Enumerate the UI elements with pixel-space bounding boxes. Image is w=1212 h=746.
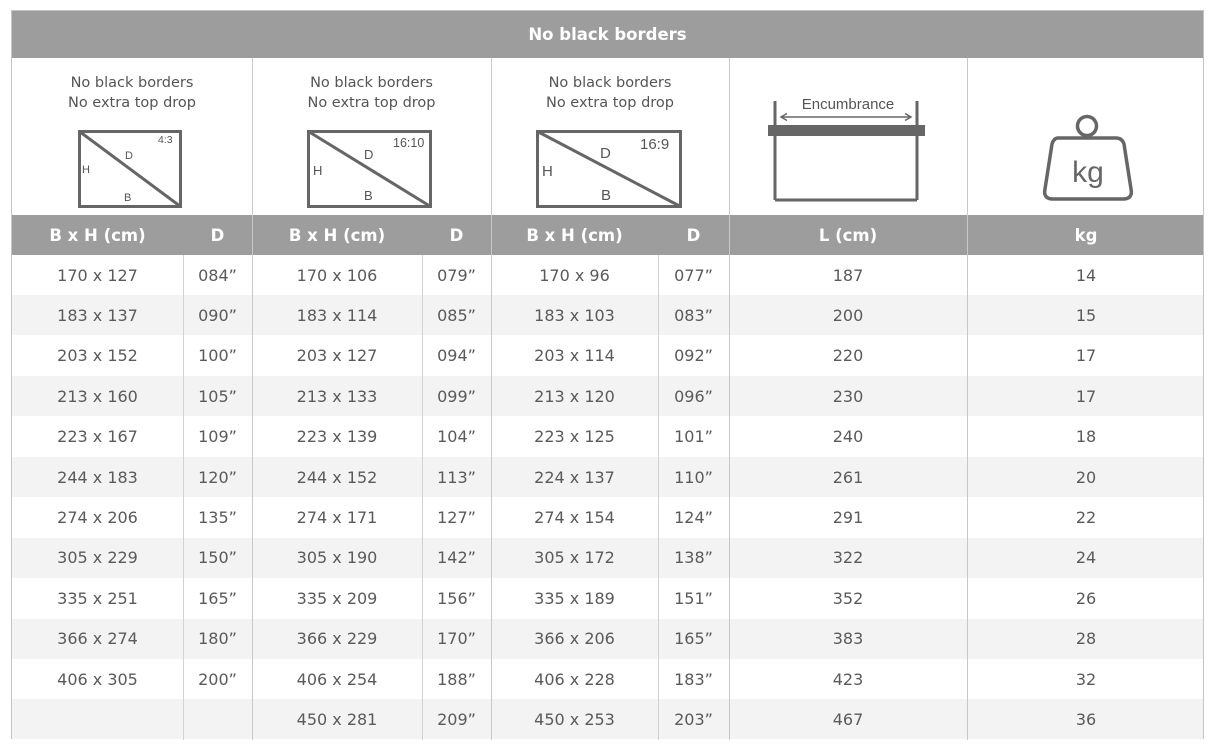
cell-diagonal-43: 165” [198,588,237,608]
cell-diagonal-169: 092” [674,346,713,366]
header-43-diagonal: D [210,225,225,245]
cell-weight: 15 [1075,305,1097,325]
cell-diagonal-1610: 113” [437,467,476,487]
cell-diagonal-169: 083” [674,305,713,325]
cell-length: 261 [832,467,864,487]
cell-diagonal-1610: 156” [437,588,476,608]
table-row [12,538,1203,578]
cell-length: 322 [832,548,864,568]
ratio-label-1610: 16:10 [393,136,425,150]
cell-size-169: 274 x 154 [534,507,615,527]
height-label-1610: H [313,163,323,178]
table-row [12,295,1203,335]
table-title: No black borders [12,11,1203,58]
cell-length: 423 [832,669,864,689]
cell-diagonal-43: 150” [198,548,237,568]
cell-weight: 17 [1075,386,1097,406]
table-row [12,255,1203,295]
base-label-169: B [601,187,612,204]
cell-size-43: 305 x 229 [57,548,138,568]
cell-diagonal-169: 138” [674,548,713,568]
cell-diagonal-43: 090” [198,305,237,325]
cell-size-169: 223 x 125 [534,427,615,447]
table-row [12,578,1203,618]
cell-size-1610: 305 x 190 [296,548,378,568]
cell-length: 291 [832,507,864,527]
cell-diagonal-169: 183” [674,669,713,689]
cell-diagonal-169: 110” [674,467,713,487]
cell-diagonal-1610: 188” [437,669,476,689]
cell-length: 240 [832,427,864,447]
cell-size-1610: 274 x 171 [296,507,378,527]
header-1610-size: B x H (cm) [288,225,386,245]
cell-size-169: 305 x 172 [534,548,615,568]
cell-diagonal-169: 203” [674,709,713,729]
diag-label-169: D [600,145,611,162]
table-row [12,376,1203,416]
header-43-size: B x H (cm) [49,225,146,245]
cell-size-1610: 203 x 127 [296,346,378,366]
cell-size-43: 223 x 167 [57,427,138,447]
encumbrance-label: Encumbrance [801,96,895,113]
cell-size-1610: 335 x 209 [296,588,378,608]
column-divider [422,255,423,740]
cell-size-1610: 406 x 254 [296,669,378,689]
column-header-row [12,215,1203,255]
table-row [12,417,1203,457]
cell-diagonal-169: 151” [674,588,713,608]
screen-169-caption-1: No black borders [548,75,672,91]
cell-size-1610: 213 x 133 [296,386,378,406]
table-row [12,699,1203,739]
column-divider [658,255,659,740]
encumbrance-icon [768,96,928,202]
cell-weight: 36 [1075,709,1097,729]
table-row [12,659,1203,699]
cell-length: 187 [832,265,864,285]
cell-size-1610: 244 x 152 [296,467,378,487]
icon-row [12,58,1203,215]
header-weight: kg [1074,225,1098,245]
cell-diagonal-43 [183,699,252,739]
cell-size-43: 170 x 127 [57,265,138,285]
cell-diagonal-169: 165” [674,629,713,649]
cell-size-43: 406 x 305 [57,669,138,689]
cell-diagonal-169: 124” [674,507,713,527]
cell-size-169: 203 x 114 [534,346,615,366]
cell-size-43 [12,699,183,739]
cell-diagonal-43: 109” [198,427,237,447]
screen-169-cell [491,58,729,215]
base-label-1610: B [364,188,373,203]
cell-length: 230 [832,386,864,406]
cell-weight: 26 [1075,588,1097,608]
cell-size-169: 366 x 206 [534,629,615,649]
cell-size-43: 244 x 183 [57,467,138,487]
screen-43-cell [12,58,252,215]
cell-length: 200 [832,305,864,325]
cell-size-43: 335 x 251 [57,588,138,608]
size-table [11,10,1204,739]
cell-size-1610: 223 x 139 [296,427,378,447]
cell-diagonal-43: 100” [198,346,237,366]
cell-weight: 32 [1075,669,1097,689]
cell-size-1610: 450 x 281 [296,709,378,729]
cell-diagonal-43: 180” [198,629,237,649]
height-label-169: H [542,163,553,180]
cell-length: 352 [832,588,864,608]
cell-size-1610: 366 x 229 [296,629,378,649]
cell-size-43: 274 x 206 [57,507,138,527]
ratio-label-169: 16:9 [640,136,670,153]
cell-size-169: 450 x 253 [534,709,615,729]
cell-size-43: 213 x 160 [57,386,138,406]
cell-diagonal-1610: 127” [437,507,476,527]
cell-diagonal-1610: 142” [437,548,476,568]
column-divider [183,255,184,740]
cell-size-1610: 170 x 106 [296,265,378,285]
cell-size-43: 366 x 274 [57,629,138,649]
screen-1610-caption-2: No extra top drop [307,95,436,111]
screen-169-caption-2: No extra top drop [545,95,674,111]
cell-weight: 14 [1075,265,1097,285]
header-length: L (cm) [818,225,878,245]
cell-diagonal-1610: 099” [437,386,476,406]
cell-diagonal-169: 077” [674,265,713,285]
screen-1610-cell [252,58,491,215]
cell-weight: 18 [1075,427,1097,447]
column-divider [729,58,730,740]
header-1610-diagonal: D [449,225,464,245]
table-row [12,457,1203,497]
cell-size-169: 224 x 137 [534,467,615,487]
cell-length: 467 [832,709,864,729]
cell-size-169: 213 x 120 [534,386,615,406]
screen-16-10-icon [307,130,432,208]
cell-size-43: 203 x 152 [57,346,138,366]
weight-cell [967,58,1205,215]
cell-length: 383 [832,629,864,649]
cell-diagonal-169: 096” [674,386,713,406]
cell-diagonal-1610: 209” [437,709,476,729]
base-label-43: B [124,192,132,204]
screen-1610-caption-1: No black borders [310,75,433,91]
cell-diagonal-1610: 079” [437,265,476,285]
cell-diagonal-43: 084” [198,265,237,285]
height-label-43: H [82,164,90,176]
screen-43-caption-2: No extra top drop [67,95,196,111]
cell-diagonal-169: 101” [674,427,713,447]
header-169-diagonal: D [686,225,701,245]
diag-label-1610: D [364,147,374,162]
column-divider [252,58,253,740]
header-169-size: B x H (cm) [526,225,623,245]
cell-weight: 20 [1075,467,1097,487]
cell-diagonal-1610: 085” [437,305,476,325]
cell-weight: 17 [1075,346,1097,366]
cell-weight: 28 [1075,629,1097,649]
table-row [12,619,1203,659]
diag-label-43: D [125,150,133,162]
table-row [12,497,1203,537]
cell-diagonal-43: 105” [198,386,237,406]
weight-icon [1041,113,1135,203]
cell-size-169: 406 x 228 [534,669,615,689]
screen-16-9-icon [536,130,682,208]
cell-size-169: 170 x 96 [539,265,610,285]
cell-diagonal-1610: 094” [437,346,476,366]
cell-length: 220 [832,346,864,366]
screen-4-3-icon [78,130,182,208]
cell-diagonal-1610: 170” [437,629,476,649]
encumbrance-cell [729,58,967,215]
cell-diagonal-43: 120” [198,467,237,487]
cell-diagonal-43: 135” [198,507,237,527]
screen-43-caption-1: No black borders [70,75,194,91]
cell-weight: 22 [1075,507,1097,527]
cell-diagonal-1610: 104” [437,427,476,447]
cell-diagonal-43: 200” [198,669,237,689]
cell-size-1610: 183 x 114 [296,305,378,325]
cell-weight: 24 [1075,548,1097,568]
column-divider [967,58,968,740]
ratio-label-43: 4:3 [158,134,173,146]
weight-label: kg [1072,156,1104,189]
cell-size-169: 183 x 103 [534,305,615,325]
cell-size-43: 183 x 137 [57,305,138,325]
column-divider [491,58,492,740]
table-row [12,336,1203,376]
cell-size-169: 335 x 189 [534,588,615,608]
